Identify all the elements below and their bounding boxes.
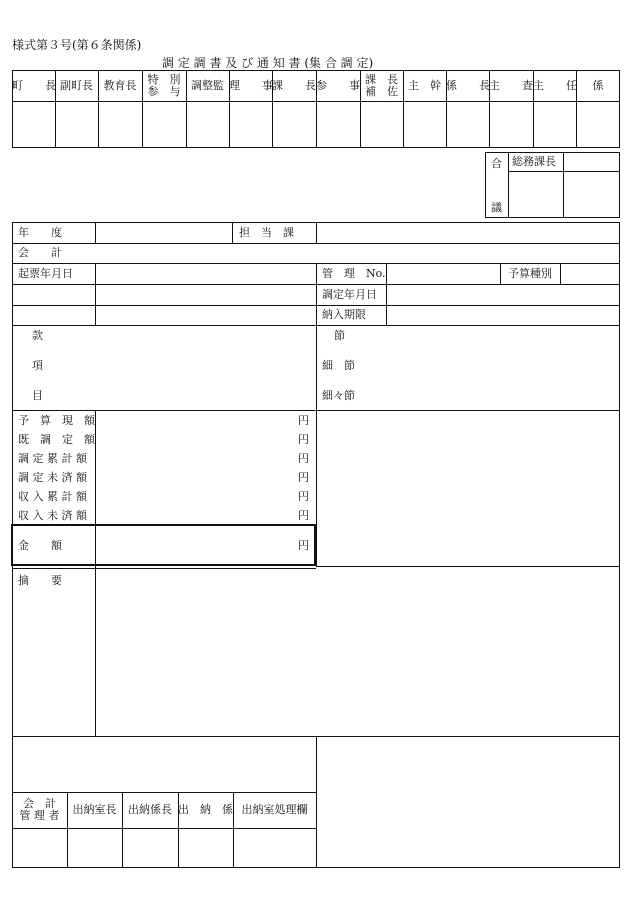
budget-item-kan: 款 (32, 329, 43, 342)
approval-cell-header: 主 幹 (408, 78, 441, 92)
budget-item-saisaisetsu: 細々節 (322, 389, 355, 402)
budget-item-setsu: 節 (334, 329, 345, 342)
budget-item-moku: 目 (32, 389, 43, 402)
consultation-label-top: 合 (491, 157, 502, 170)
amount-label-unreceived: 収 入 未 済 額 (18, 509, 87, 522)
budget-item-kou: 項 (32, 359, 43, 372)
account-label: 会 計 (18, 246, 62, 259)
yen-unit: 円 (298, 414, 309, 427)
assessment-date-label: 調定年月日 (322, 288, 377, 301)
consultation-label-bottom: 議 (491, 201, 502, 214)
treasury-chief-label: 出納室長 (72, 803, 117, 817)
approval-cell-header: 係 長 (446, 78, 490, 92)
amount-total-label: 金 額 (18, 539, 62, 552)
treasury-processing-label: 出納室処理欄 (241, 803, 308, 817)
amount-label-assessed: 既 調 定 額 (18, 433, 95, 446)
amount-label-received-total: 収 入 累 計 額 (18, 490, 87, 503)
yen-unit: 円 (298, 490, 309, 503)
yen-unit: 円 (298, 509, 309, 522)
form-number: 様式第３号(第６条関係) (12, 38, 142, 52)
approval-cell-header: 課 長 (272, 78, 316, 92)
approval-cell-header: 調整監 (191, 78, 224, 92)
approval-cell-header: 特 別 参 与 (147, 72, 181, 98)
department-label: 担 当 課 (239, 226, 294, 239)
fiscal-year-label: 年 度 (18, 226, 62, 239)
approval-cell-header: 係 (592, 78, 604, 92)
approval-cell-header: 教育長 (103, 78, 137, 92)
amount-label-assessed-total: 調 定 累 計 額 (18, 452, 87, 465)
approval-cell-header: 主 任 (533, 78, 577, 92)
form-title: 調 定 調 書 及 び 通 知 書 (集 合 調 定) (162, 56, 374, 70)
amount-label-budget: 予 算 現 額 (18, 414, 95, 427)
approval-cell-header: 主 査 (489, 78, 533, 92)
treasury-staff-label: 出 納 係 (178, 803, 233, 817)
approval-cell-header: 参 事 (316, 78, 360, 92)
yen-unit: 円 (298, 471, 309, 484)
budget-type-label: 予算種別 (508, 267, 552, 280)
treasury-section-chief-label: 出納係長 (128, 803, 172, 817)
accounting-manager-label: 会 計 管 理 者 (19, 797, 60, 822)
approval-cell-header: 課 長 補 佐 (365, 72, 398, 98)
approval-cell-header: 町 長 (12, 78, 56, 92)
control-no-label: 管 理 No. (322, 267, 386, 280)
summary-label: 摘 要 (18, 574, 62, 587)
amount-label-unassessed: 調 定 未 済 額 (18, 471, 87, 484)
issue-date-label: 起票年月日 (18, 267, 73, 280)
consultation-role-general-affairs-chief: 総務課長 (512, 155, 556, 168)
due-date-label: 納入期限 (322, 308, 366, 321)
budget-item-saisetsu: 細 節 (322, 359, 355, 372)
yen-unit: 円 (298, 433, 309, 446)
yen-unit: 円 (298, 452, 309, 465)
approval-cell-header: 理 事 (229, 78, 273, 92)
yen-unit: 円 (298, 539, 309, 552)
approval-cell-header: 副町長 (60, 78, 93, 92)
